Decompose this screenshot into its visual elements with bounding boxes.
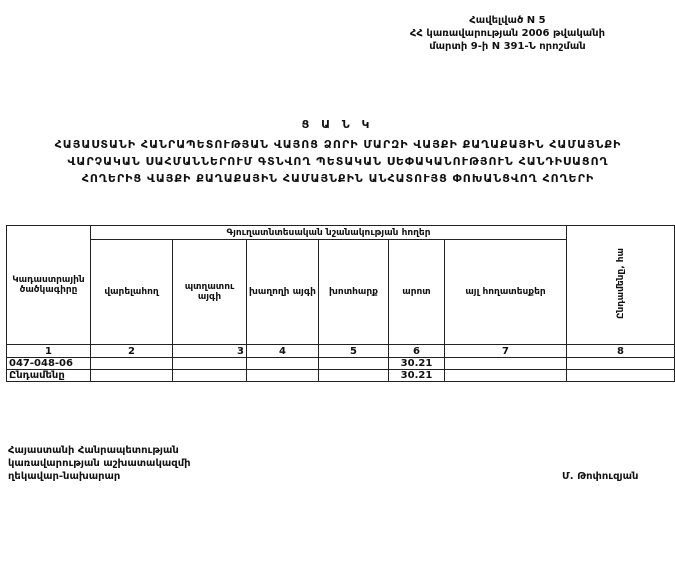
table-row [7,358,675,370]
land-table [6,225,675,382]
signatory-position [8,444,191,483]
header-orchard: պտղատու այգի [173,240,247,345]
empty-cell [247,370,319,382]
heading-line-3: ՀՈՂԵՐԻՑ ՎԱՅՔԻ ՔԱՂԱՔԱՅԻՆ ՀԱՄԱՅՆՔԻՆ ԱՆՀԱՏՈՒՅՑ ՓՈԽԱՆՑՎՈՂ ՀՈՂԵՐԻ [81,172,595,185]
cadastral-code-cell: 047-048-06 [7,358,91,370]
col-number: 8 [567,345,675,358]
heading-line-2: ՎԱՐՉԱԿԱՆ ՍԱՀՄԱՆՆԵՐՈՒՄ ԳՏՆՎՈՂ ՊԵՏԱԿԱՆ ՍԵՓԱԿԱՆՈՒԹՅՈՒՆ ՀԱՆԴԻՍԱՑՈՂ [67,155,609,168]
col-number: 2 [91,345,173,358]
heading-line-1: ՀԱՅԱՍՏԱՆԻ ՀԱՆՐԱՊԵՏՈՒԹՅԱՆ ՎԱՅՈՑ ՁՈՐԻ ՄԱՐԶԻ ՎԱՅՔԻ ՔԱՂԱՔԱՅԻՆ ՀԱՄԱՅՆՔԻ [54,138,622,151]
footer-line-1: Հայաստանի Հանրապետության [8,445,179,456]
document-title: Ց Ա Ն Կ [301,118,374,131]
col-number: 4 [247,345,319,358]
empty-cell [319,370,389,382]
empty-cell [173,358,247,370]
col-number: 6 [389,345,445,358]
col-number: 7 [445,345,567,358]
footer-line-3: ղեկավար-նախարար [8,471,121,482]
annex-note [410,14,605,53]
empty-cell [567,370,675,382]
total-pasture-cell: 30.21 [389,370,445,382]
header-vineyard: խաղողի այգի [247,240,319,345]
col-number: 1 [7,345,91,358]
empty-cell [445,370,567,382]
empty-cell [567,358,675,370]
header-cadastral-code: Կադաստրային ծածկագիրը [7,226,91,345]
empty-cell [247,358,319,370]
annex-line-1: Հավելված N 5 [469,15,546,26]
empty-cell [91,370,173,382]
header-total-ha: Ընդամենը, հա [567,226,675,345]
annex-line-2: ՀՀ կառավարության 2006 թվականի [409,28,605,39]
annex-line-3: մարտի 9-ի N 391-Ն որոշման [429,41,586,52]
header-arable: վարելահող [91,240,173,345]
document-heading [18,136,658,187]
empty-cell [319,358,389,370]
total-label-cell: Ընդամենը [7,370,91,382]
header-pasture: արոտ [389,240,445,345]
empty-cell [91,358,173,370]
col-number: 3 [173,345,247,358]
total-row [7,370,675,382]
header-agricultural-group: Գյուղատնտեսական նշանակության հողեր [91,226,567,240]
empty-cell [173,370,247,382]
signatory-name: Մ. Թոփուզյան [562,471,639,482]
header-hayfield: խոտհարք [319,240,389,345]
empty-cell [445,358,567,370]
footer-line-2: կառավարության աշխատակազմի [8,458,191,469]
pasture-value-cell: 30.21 [389,358,445,370]
column-number-row [7,345,675,358]
col-number: 5 [319,345,389,358]
header-other-land: այլ հողատեսքեր [445,240,567,345]
